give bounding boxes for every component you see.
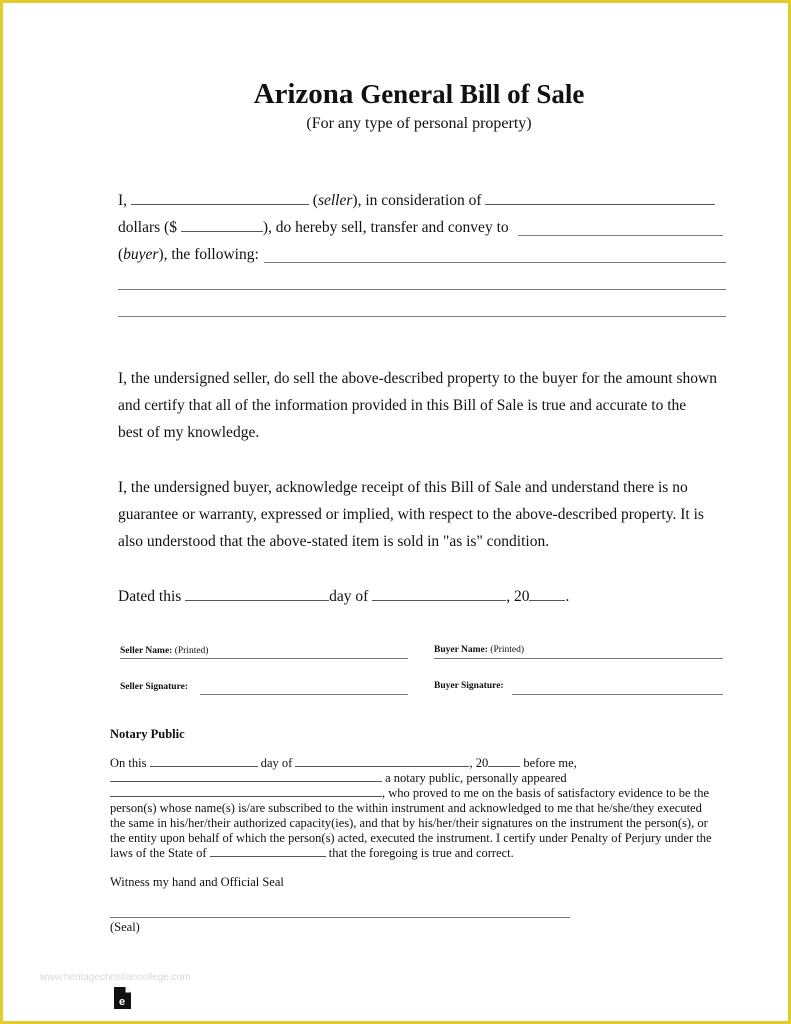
document-subtitle: (For any type of personal property) bbox=[306, 115, 532, 132]
notary-seal: (Seal) bbox=[110, 920, 140, 934]
notary-signature-line[interactable] bbox=[110, 917, 570, 918]
consideration-blank[interactable] bbox=[485, 192, 715, 205]
buyer-name-label: Buyer Name: (Printed) bbox=[434, 645, 525, 655]
notary-proved: , who proved to me on the basis of satisfactory evidence to be the bbox=[382, 786, 709, 800]
notary-on-this: On this bbox=[110, 756, 147, 770]
notary-appeared: a notary public, personally appeared bbox=[385, 771, 567, 785]
buyer-name-line[interactable] bbox=[518, 235, 723, 236]
form-line-1: I, (seller), in consideration of bbox=[118, 192, 715, 210]
seller-name-label: Seller Name: (Printed) bbox=[120, 646, 209, 656]
notary-before-me: before me, bbox=[523, 756, 577, 770]
seller-statement-line-2: and certify that all of the information provided in this Bill of Sale is true and accurate to the bbox=[118, 397, 687, 414]
notary-year-blank[interactable] bbox=[488, 756, 520, 767]
notary-heading: Notary Public bbox=[110, 727, 185, 741]
notary-line-2 bbox=[110, 771, 567, 786]
seller-statement-line-3: best of my knowledge. bbox=[118, 424, 260, 441]
buyer-name-line[interactable] bbox=[434, 658, 723, 659]
dollars-label: dollars ($ bbox=[118, 219, 177, 236]
buyer-label: buyer bbox=[123, 246, 159, 263]
seller-signature-label: Seller Signature: bbox=[120, 682, 188, 692]
dated-day-of: day of bbox=[329, 588, 369, 605]
convey-text: ), do hereby sell, transfer and convey to bbox=[262, 219, 509, 236]
seller-statement-line-1: I, the undersigned seller, do sell the above-described property to the buyer for the amount shown bbox=[118, 370, 717, 387]
title-rest: General Bill of Sale bbox=[360, 79, 585, 109]
svg-text:e: e bbox=[118, 996, 126, 1008]
notary-appeared-blank[interactable] bbox=[110, 786, 382, 797]
buyer-statement-line-3: also understood that the above-stated item is sold in "as is" condition. bbox=[118, 533, 550, 550]
property-line-3[interactable] bbox=[118, 316, 726, 317]
notary-body-2: the same in his/her/their authorized capacity(ies), and that by his/her/their signatures on the instrument the person(s), or bbox=[110, 816, 708, 830]
text-i: I, bbox=[118, 192, 128, 209]
dated-end: . bbox=[565, 588, 570, 605]
property-line-1[interactable] bbox=[264, 262, 726, 263]
title-state: Arizona bbox=[253, 78, 354, 110]
amount-blank[interactable] bbox=[181, 219, 263, 232]
consideration-text: ), in consideration of bbox=[352, 192, 482, 209]
watermark-text: www.heritagechristiancollege.com bbox=[40, 972, 191, 983]
notary-day-blank[interactable] bbox=[150, 756, 258, 767]
dated-day-blank[interactable] bbox=[185, 588, 329, 601]
seller-label: seller bbox=[317, 192, 353, 209]
notary-witness: Witness my hand and Official Seal bbox=[110, 875, 284, 889]
dated-prefix: Dated this bbox=[118, 588, 182, 605]
notary-body-1: person(s) whose name(s) is/are subscribed to the within instrument and acknowledged to me that he/she/they executed bbox=[110, 801, 702, 815]
notary-laws-prefix: laws of the State of bbox=[110, 846, 207, 860]
dated-line bbox=[118, 588, 569, 606]
seller-signature-line[interactable] bbox=[200, 694, 408, 695]
dated-year-blank[interactable] bbox=[529, 588, 565, 601]
notary-month-blank[interactable] bbox=[295, 756, 469, 767]
dated-month-blank[interactable] bbox=[372, 588, 506, 601]
buyer-statement-line-2: guarantee or warranty, expressed or implied, with respect to the above-described property. It is bbox=[118, 506, 704, 523]
seller-name-line[interactable] bbox=[120, 658, 408, 659]
buyer-statement-line-1: I, the undersigned buyer, acknowledge receipt of this Bill of Sale and understand there is no bbox=[118, 479, 688, 496]
notary-day-of: day of bbox=[260, 756, 293, 770]
form-line-3: (buyer), the following: bbox=[118, 246, 259, 263]
property-line-2[interactable] bbox=[118, 289, 726, 290]
notary-public-blank[interactable] bbox=[110, 771, 382, 782]
notary-state-blank[interactable] bbox=[210, 846, 326, 857]
document-title bbox=[0, 78, 791, 111]
buyer-signature-line[interactable] bbox=[512, 694, 723, 695]
notary-line-1 bbox=[110, 756, 577, 771]
buyer-signature-label: Buyer Signature: bbox=[434, 681, 504, 691]
following-text: ), the following: bbox=[158, 246, 259, 263]
notary-line-laws bbox=[110, 846, 514, 861]
form-line-2 bbox=[118, 219, 509, 237]
seller-name-blank[interactable] bbox=[131, 192, 309, 205]
notary-year: , 20 bbox=[469, 756, 489, 770]
notary-line-3 bbox=[110, 786, 709, 801]
eforms-logo-icon bbox=[113, 986, 132, 1010]
notary-body-3: the entity upon behalf of which the person(s) acted, executed the instrument. I certify under Penalty of Perjury under the bbox=[110, 831, 712, 845]
dated-year: , 20 bbox=[506, 588, 530, 605]
notary-laws-suffix: that the foregoing is true and correct. bbox=[328, 846, 514, 860]
